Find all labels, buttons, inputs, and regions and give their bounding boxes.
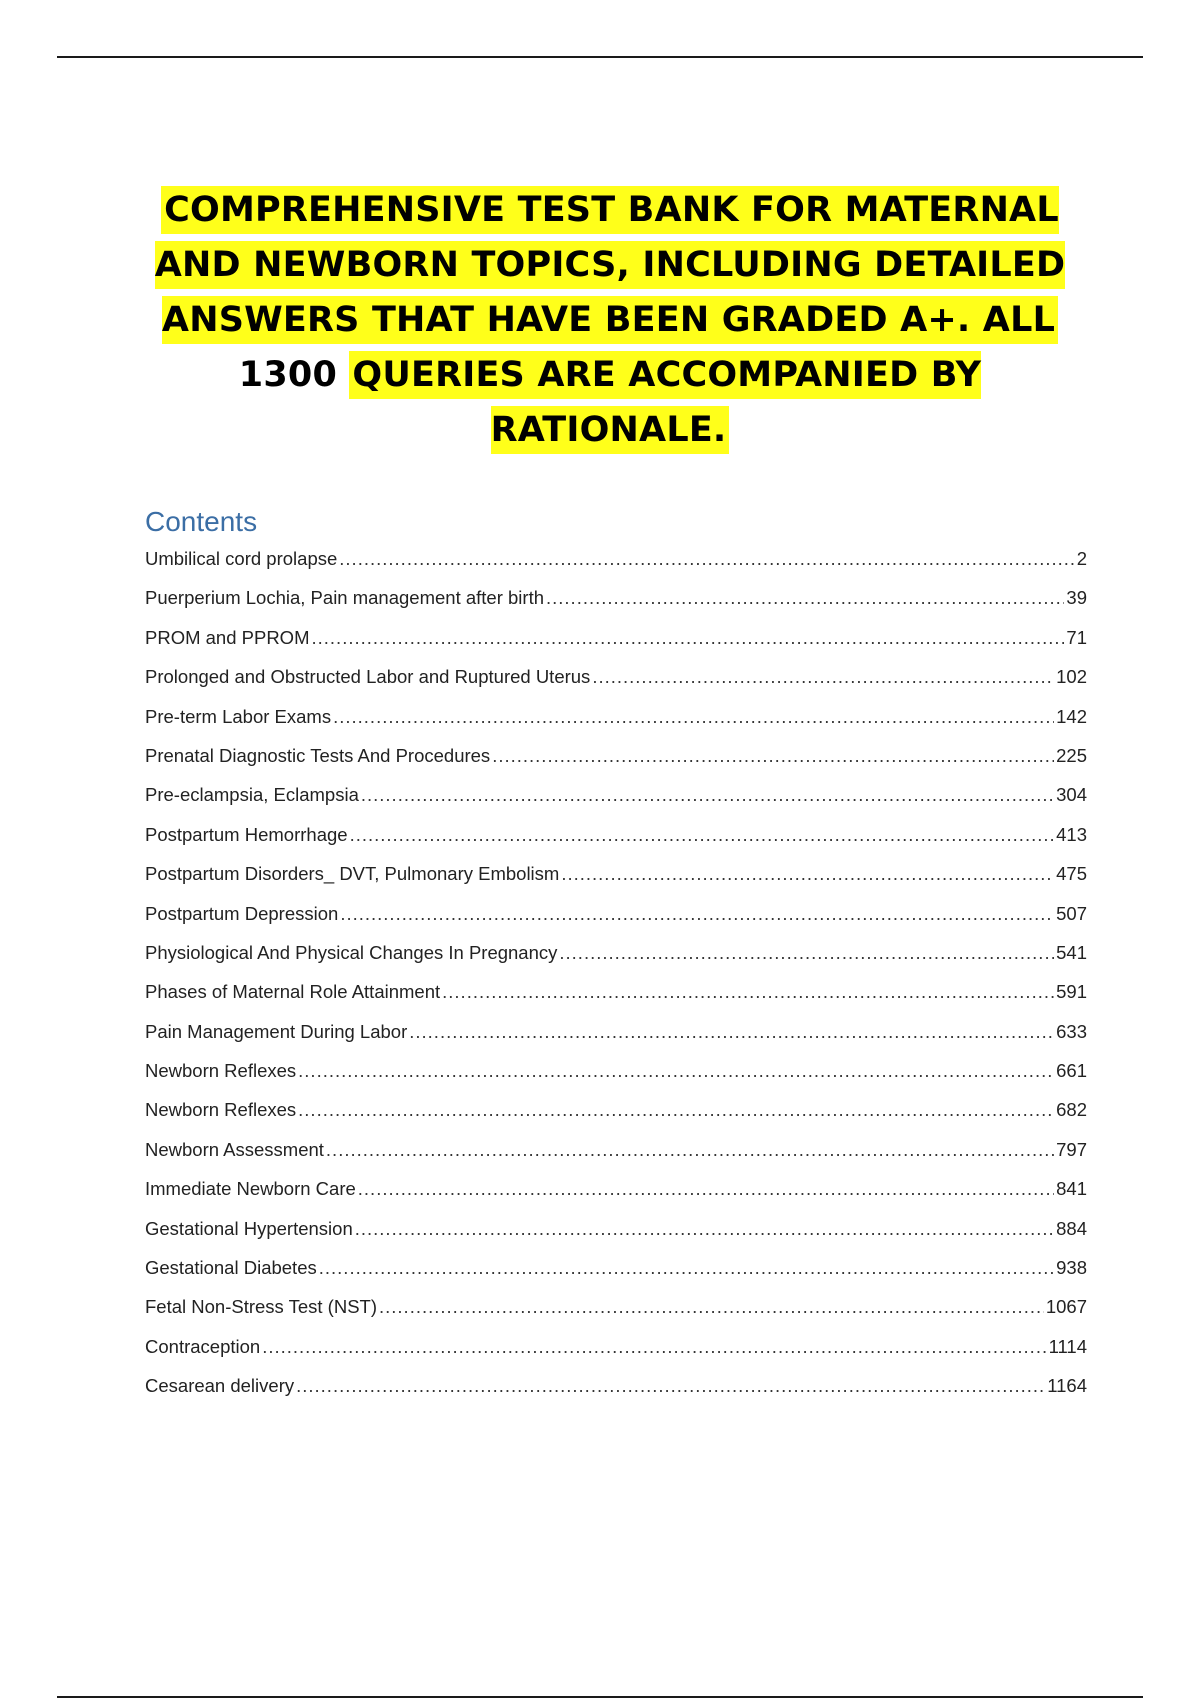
- toc-entry-label: Fetal Non-Stress Test (NST): [145, 1296, 377, 1318]
- toc-entry-page: 39: [1066, 587, 1087, 609]
- toc-leader-dots: [326, 1139, 1054, 1161]
- toc-entry-label: Contraception: [145, 1335, 261, 1357]
- toc-entry[interactable]: [145, 1021, 1087, 1060]
- toc-leader-dots: [340, 903, 1054, 925]
- toc-entry[interactable]: [145, 666, 1087, 705]
- toc-entry-page: 797: [1056, 1138, 1087, 1160]
- toc-entry-page: 633: [1056, 1020, 1087, 1042]
- toc-leader-dots: [379, 1296, 1044, 1318]
- toc-entry-label: Newborn Reflexes: [145, 1099, 297, 1121]
- toc-leader-dots: [298, 1099, 1054, 1121]
- toc-leader-dots: [561, 863, 1054, 885]
- title-highlight-1: COMPREHENSIVE TEST BANK FOR MATERNAL AND NEWBORN TOPICS, INCLUDING DETAILED ANSWERS THAT HAVE BEEN GRADED A+. ALL: [155, 186, 1065, 344]
- toc-entry-label: Phases of Maternal Role Attainment: [145, 981, 441, 1003]
- toc-entry-page: 1114: [1048, 1335, 1087, 1357]
- toc-entry-page: 304: [1056, 784, 1087, 806]
- toc-entry-label: Newborn Assessment: [145, 1138, 324, 1160]
- toc-entry-page: 682: [1056, 1099, 1087, 1121]
- top-rule: [57, 56, 1143, 58]
- toc-leader-dots: [559, 942, 1054, 964]
- toc-leader-dots: [492, 745, 1054, 767]
- toc-entry-page: 661: [1056, 1060, 1087, 1082]
- toc-entry[interactable]: [145, 1296, 1087, 1335]
- toc-entry[interactable]: [145, 981, 1087, 1020]
- toc-entry[interactable]: [145, 824, 1087, 863]
- toc-entry-page: 71: [1066, 626, 1087, 648]
- document-title: [130, 183, 1090, 458]
- toc-entry[interactable]: [145, 706, 1087, 745]
- toc-entry-label: Physiological And Physical Changes In Pregnancy: [145, 941, 558, 963]
- toc-leader-dots: [592, 666, 1054, 688]
- toc-entry-label: Postpartum Hemorrhage: [145, 823, 348, 845]
- bottom-rule: [57, 1696, 1143, 1698]
- toc-entry[interactable]: [145, 627, 1087, 666]
- toc-leader-dots: [361, 784, 1054, 806]
- toc-entry[interactable]: [145, 1218, 1087, 1257]
- toc-entry-label: Gestational Diabetes: [145, 1257, 317, 1279]
- toc-entry-page: 102: [1056, 666, 1087, 688]
- toc-entry-label: Postpartum Disorders_ DVT, Pulmonary Embolism: [145, 863, 560, 885]
- toc-entry[interactable]: [145, 1178, 1087, 1217]
- toc-entry-page: 475: [1056, 863, 1087, 885]
- toc-entry[interactable]: [145, 1257, 1087, 1296]
- toc-entry-label: Immediate Newborn Care: [145, 1178, 356, 1200]
- toc-entry-page: 841: [1056, 1178, 1087, 1200]
- toc-entry[interactable]: [145, 942, 1087, 981]
- toc-entry-label: Newborn Reflexes: [145, 1060, 297, 1082]
- toc-entry[interactable]: [145, 1060, 1087, 1099]
- toc-entry[interactable]: [145, 548, 1087, 587]
- toc-leader-dots: [546, 587, 1064, 609]
- toc-entry[interactable]: [145, 1375, 1087, 1414]
- toc-entry[interactable]: [145, 745, 1087, 784]
- toc-entry[interactable]: [145, 1099, 1087, 1138]
- toc-leader-dots: [355, 1218, 1054, 1240]
- toc-entry-page: 541: [1056, 941, 1087, 963]
- toc-leader-dots: [262, 1336, 1046, 1358]
- toc-leader-dots: [319, 1257, 1054, 1279]
- toc-entry-label: Prolonged and Obstructed Labor and Ruptured Uterus: [145, 666, 591, 688]
- title-count: 1300: [238, 355, 337, 396]
- toc-entry[interactable]: [145, 863, 1087, 902]
- table-of-contents: [145, 548, 1087, 1415]
- toc-entry-page: 1164: [1047, 1375, 1087, 1397]
- toc-leader-dots: [358, 1178, 1054, 1200]
- toc-entry[interactable]: [145, 784, 1087, 823]
- toc-entry-label: Prenatal Diagnostic Tests And Procedures: [145, 744, 491, 766]
- toc-entry-label: Pre-term Labor Exams: [145, 705, 332, 727]
- toc-entry-label: Pain Management During Labor: [145, 1020, 408, 1042]
- toc-leader-dots: [333, 706, 1054, 728]
- toc-entry-label: Postpartum Depression: [145, 902, 339, 924]
- toc-entry-page: 1067: [1045, 1296, 1087, 1318]
- title-highlight-2: QUERIES ARE ACCOMPANIED BY RATIONALE.: [349, 351, 981, 454]
- toc-leader-dots: [296, 1375, 1045, 1397]
- toc-entry-page: 2: [1076, 548, 1087, 569]
- toc-entry[interactable]: [145, 1139, 1087, 1178]
- toc-entry-page: 507: [1056, 902, 1087, 924]
- toc-entry-label: Gestational Hypertension: [145, 1217, 353, 1239]
- toc-leader-dots: [350, 824, 1055, 846]
- toc-entry-label: Pre-eclampsia, Eclampsia: [145, 784, 359, 806]
- toc-entry[interactable]: [145, 587, 1087, 626]
- toc-entry-page: 142: [1056, 705, 1087, 727]
- toc-entry-label: Puerperium Lochia, Pain management after birth: [145, 587, 544, 609]
- toc-leader-dots: [339, 548, 1074, 570]
- toc-entry-label: Cesarean delivery: [145, 1375, 295, 1397]
- contents-heading: Contents: [145, 506, 258, 537]
- toc-entry-label: Umbilical cord prolapse: [145, 548, 338, 569]
- toc-leader-dots: [409, 1021, 1054, 1043]
- toc-entry-page: 884: [1056, 1217, 1087, 1239]
- toc-entry-page: 413: [1056, 823, 1087, 845]
- toc-leader-dots: [298, 1060, 1054, 1082]
- toc-entry-page: 225: [1056, 744, 1087, 766]
- toc-entry-label: PROM and PPROM: [145, 626, 310, 648]
- toc-entry[interactable]: [145, 1336, 1087, 1375]
- toc-leader-dots: [442, 981, 1054, 1003]
- toc-entry-page: 591: [1056, 981, 1087, 1003]
- toc-leader-dots: [312, 627, 1065, 649]
- toc-entry-page: 938: [1056, 1257, 1087, 1279]
- toc-entry[interactable]: [145, 903, 1087, 942]
